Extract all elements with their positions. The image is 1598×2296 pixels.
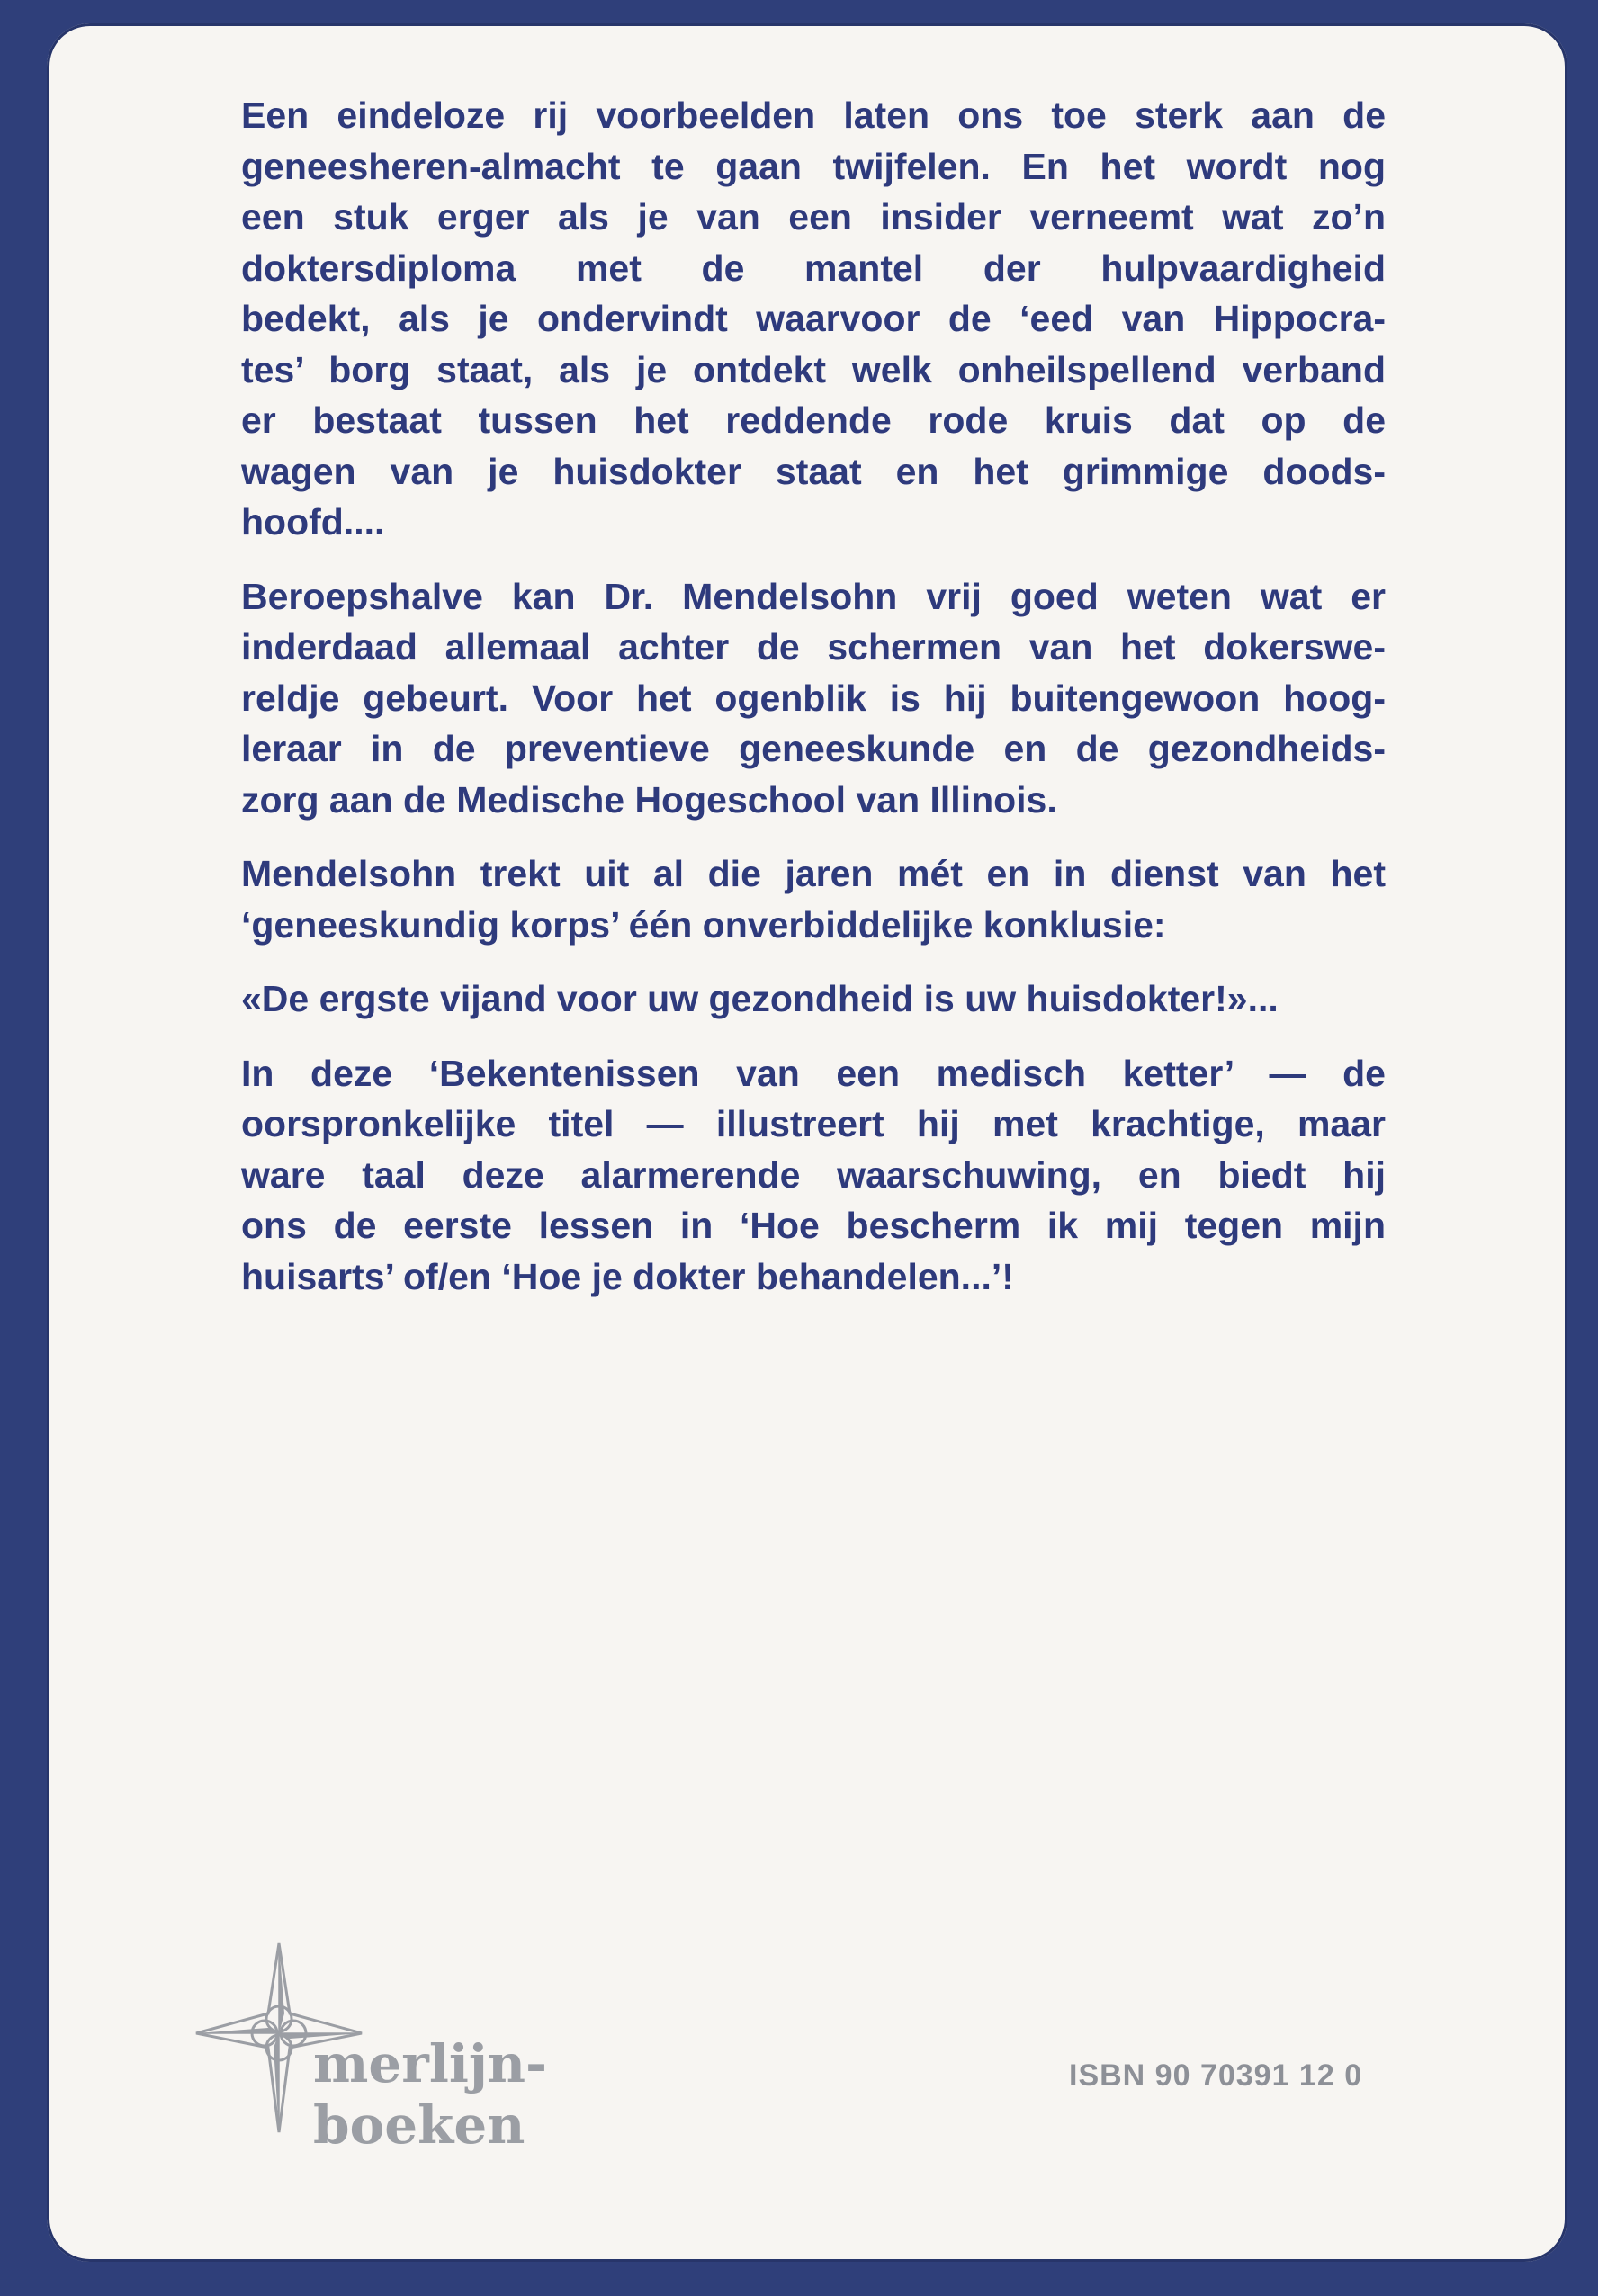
- text-line: ons de eerste lessen in ‘Hoe bescherm ik mij tegen mijn: [241, 1205, 1386, 1246]
- text-line: leraar in de preventieve geneeskunde en de gezondheids-: [241, 728, 1386, 769]
- text-line: bedekt, als je ondervindt waarvoor de ‘eed van Hippocra-: [241, 298, 1386, 339]
- text-line: tes’ borg staat, als je ontdekt welk onheilspellend verband: [241, 348, 1386, 390]
- text-line: ware taal deze alarmerende waarschuwing, en biedt hij: [241, 1153, 1386, 1196]
- paragraph-quote: [241, 973, 1386, 1025]
- text-line: ‘geneeskundig korps’ één onverbiddelijke konklusie:: [241, 903, 1166, 946]
- blurb-text: [241, 90, 1386, 1325]
- publisher-logo: [191, 1934, 749, 2156]
- publisher-name: merlijn-boeken: [313, 2033, 548, 2156]
- text-line: In deze ‘Bekentenissen van een medisch ketter’ — de: [241, 1052, 1386, 1094]
- text-line: doktersdiploma met de mantel der hulpvaardigheid: [241, 247, 1386, 289]
- paragraph-3: [241, 848, 1386, 950]
- paragraph-2: [241, 571, 1386, 826]
- paragraph-5: [241, 1048, 1386, 1303]
- text-line: Beroepshalve kan Dr. Mendelsohn vrij goed weten wat er: [241, 575, 1386, 617]
- text-line: geneesheren-almacht te gaan twijfelen. En het wordt nog: [241, 145, 1386, 187]
- text-line: inderdaad allemaal achter de schermen van het dokerswe-: [241, 626, 1386, 668]
- text-line: huisarts’ of/en ‘Hoe je dokter behandelen...’!: [241, 1255, 1014, 1297]
- text-line: zorg aan de Medische Hogeschool van Illinois.: [241, 778, 1057, 821]
- text-line: reldje gebeurt. Voor het ogenblik is hij buitengewoon hoog-: [241, 677, 1386, 719]
- text-line: Mendelsohn trekt uit al die jaren mét en in dienst van het: [241, 853, 1386, 894]
- text-line: oorspronkelijke titel — illustreert hij met krachtige, maar: [241, 1103, 1386, 1144]
- isbn-number: ISBN 90 70391 12 0: [1069, 2058, 1363, 2093]
- text-line: een stuk erger als je van een insider verneemt wat zo’n: [241, 196, 1386, 238]
- text-line: er bestaat tussen het reddende rode kruis dat op de: [241, 399, 1386, 441]
- text-line: wagen van je huisdokter staat en het grimmige doods-: [241, 450, 1386, 492]
- text-line: Een eindeloze rij voorbeelden laten ons toe sterk aan de: [241, 94, 1386, 136]
- text-line: «De ergste vijand voor uw gezondheid is uw huisdokter!»...: [241, 978, 1279, 1019]
- text-line: hoofd....: [241, 501, 385, 543]
- paragraph-1: [241, 90, 1386, 548]
